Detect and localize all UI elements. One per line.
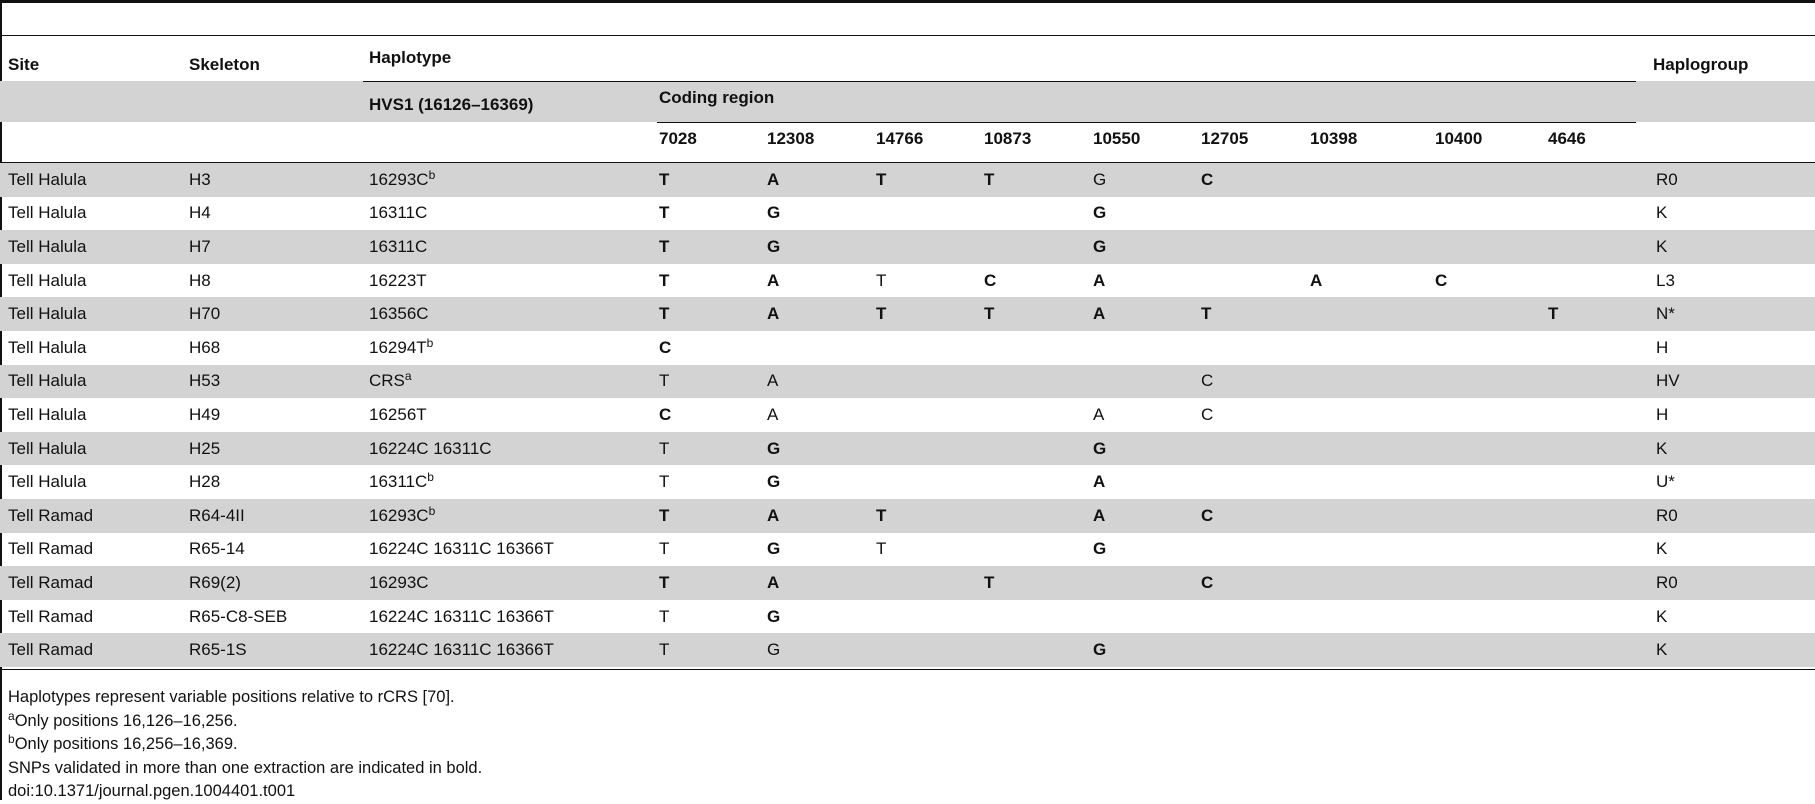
cell-snp: A xyxy=(767,163,876,197)
cell-site: Tell Halula xyxy=(8,404,87,424)
cell-snp xyxy=(984,365,1093,399)
cell-snp xyxy=(1093,331,1201,365)
cell-skeleton: H3 xyxy=(189,163,369,197)
cell-snp: T xyxy=(659,472,670,492)
cell-snp: G xyxy=(767,472,781,492)
cell-site: Tell Ramad xyxy=(0,633,189,667)
table-row xyxy=(0,633,1815,667)
cell-site: Tell Ramad xyxy=(0,499,189,533)
hvs1-value: 16293C xyxy=(369,572,429,592)
cell-snp xyxy=(1201,432,1310,466)
cell-site: Tell Halula xyxy=(8,270,87,290)
cell-snp: A xyxy=(1310,270,1323,290)
cell-snp xyxy=(1310,499,1435,533)
cell-hvs1 xyxy=(369,566,659,600)
cell-snp xyxy=(1548,365,1656,399)
cell-haplogroup: R0 xyxy=(1656,163,1815,197)
cell-snp: G xyxy=(1093,163,1201,197)
cell-hvs1 xyxy=(369,432,659,466)
cell-snp: A xyxy=(767,270,780,290)
header-position: 10873 xyxy=(984,129,1032,148)
cell-skeleton: H7 xyxy=(189,230,369,264)
cell-snp xyxy=(1201,533,1310,567)
cell-snp: T xyxy=(659,365,767,399)
header-position: 7028 xyxy=(659,129,697,148)
header-position: 10400 xyxy=(1435,129,1483,148)
hvs1-value: 16311C xyxy=(369,472,428,492)
footnote-a xyxy=(8,710,482,734)
cell-snp xyxy=(876,465,984,499)
header-position: 12308 xyxy=(767,129,815,148)
cell-snp: C xyxy=(1201,365,1310,399)
table-header-top-rule xyxy=(0,35,1815,36)
cell-site: Tell Ramad xyxy=(8,539,94,559)
hvs1-value: 16294T xyxy=(369,337,427,357)
cell-site: Tell Halula xyxy=(0,365,189,399)
cell-snp xyxy=(1548,432,1656,466)
cell-snp: T xyxy=(659,499,767,533)
cell-snp xyxy=(1093,600,1201,634)
cell-snp xyxy=(1310,163,1435,197)
cell-skeleton: R65-C8-SEB xyxy=(189,606,288,626)
cell-snp xyxy=(984,331,1093,365)
coding-region-span-rule xyxy=(657,122,1636,123)
haplotype-span-rule xyxy=(363,81,1636,82)
cell-snp xyxy=(1548,331,1656,365)
cell-snp xyxy=(1435,163,1548,197)
footnote-b xyxy=(8,733,482,757)
cell-skeleton: R65-14 xyxy=(189,539,245,559)
cell-snp: T xyxy=(1548,297,1656,331)
header-position: 14766 xyxy=(876,129,924,148)
cell-site: Tell Halula xyxy=(8,472,87,492)
cell-snp xyxy=(984,600,1093,634)
footnote-marker: b xyxy=(427,470,434,485)
table-row xyxy=(0,499,1815,533)
cell-hvs1 xyxy=(369,398,659,432)
cell-snp: T xyxy=(659,606,670,626)
table-footnotes xyxy=(8,686,482,804)
cell-snp xyxy=(1310,365,1435,399)
cell-snp: A xyxy=(767,499,876,533)
cell-snp xyxy=(1093,365,1201,399)
cell-haplogroup: R0 xyxy=(1656,566,1815,600)
cell-snp xyxy=(1310,465,1435,499)
footnote-a-text: Only positions 16,126–16,256. xyxy=(14,711,238,730)
cell-haplogroup: K xyxy=(1656,606,1668,626)
cell-snp: T xyxy=(659,163,767,197)
cell-snp xyxy=(1201,465,1310,499)
cell-snp xyxy=(984,633,1093,667)
cell-snp xyxy=(1310,566,1435,600)
hvs1-value: 16224C 16311C xyxy=(369,438,492,458)
cell-hvs1 xyxy=(369,163,659,197)
cell-snp: C xyxy=(1201,404,1214,424)
cell-snp: G xyxy=(767,539,781,559)
cell-snp: C xyxy=(1201,163,1310,197)
cell-snp xyxy=(876,230,984,264)
cell-snp: T xyxy=(659,230,767,264)
cell-haplogroup: K xyxy=(1656,633,1815,667)
cell-snp: A xyxy=(767,566,876,600)
table-row xyxy=(0,566,1815,600)
cell-snp xyxy=(876,633,984,667)
table-row xyxy=(0,331,1815,365)
cell-snp xyxy=(1435,432,1548,466)
hvs1-value: 16311C xyxy=(369,203,428,223)
cell-skeleton: H8 xyxy=(189,270,211,290)
hvs1-value: 16356C xyxy=(369,304,429,324)
cell-snp: A xyxy=(1093,270,1106,290)
cell-snp: G xyxy=(1093,539,1107,559)
cell-hvs1 xyxy=(369,533,659,567)
header-position: 10550 xyxy=(1093,129,1141,148)
cell-skeleton: H49 xyxy=(189,404,221,424)
header-skeleton: Skeleton xyxy=(189,55,260,74)
hvs1-value: 16311C xyxy=(369,236,428,256)
header-shaded-band xyxy=(0,81,1815,122)
cell-snp: T xyxy=(876,270,887,290)
cell-snp: T xyxy=(659,539,670,559)
cell-snp xyxy=(767,331,876,365)
cell-snp xyxy=(876,432,984,466)
cell-hvs1 xyxy=(369,365,659,399)
cell-snp: T xyxy=(984,163,1093,197)
cell-snp xyxy=(984,197,1093,231)
cell-skeleton: H28 xyxy=(189,472,221,492)
hvs1-value: 16223T xyxy=(369,270,427,290)
cell-snp: C xyxy=(984,270,997,290)
cell-snp xyxy=(984,230,1093,264)
cell-snp xyxy=(984,465,1093,499)
header-haplotype: Haplotype xyxy=(369,48,452,67)
cell-snp xyxy=(1548,264,1656,298)
cell-snp xyxy=(876,600,984,634)
cell-snp xyxy=(1310,600,1435,634)
cell-snp: G xyxy=(767,633,876,667)
cell-snp: A xyxy=(1093,472,1106,492)
cell-haplogroup: K xyxy=(1656,539,1668,559)
cell-snp: T xyxy=(876,163,984,197)
cell-snp xyxy=(1310,533,1435,567)
cell-hvs1 xyxy=(369,465,659,499)
hvs1-value: 16293C xyxy=(369,505,429,525)
cell-haplogroup: N* xyxy=(1656,297,1815,331)
cell-snp: G xyxy=(1093,633,1201,667)
footnote-b-text: Only positions 16,256–16,369. xyxy=(14,735,238,753)
cell-snp xyxy=(1435,230,1548,264)
hvs1-value: 16224C 16311C 16366T xyxy=(369,640,554,660)
cell-snp: C xyxy=(659,404,672,424)
cell-haplogroup: U* xyxy=(1656,472,1675,492)
cell-snp xyxy=(1201,331,1310,365)
cell-snp xyxy=(1201,264,1310,298)
cell-snp xyxy=(1435,297,1548,331)
table-row xyxy=(0,465,1815,499)
cell-snp: T xyxy=(984,297,1093,331)
cell-hvs1 xyxy=(369,264,659,298)
cell-snp: G xyxy=(767,203,781,223)
header-hvs1: HVS1 (16126–16369) xyxy=(369,95,534,114)
table-row xyxy=(0,197,1815,231)
table-row xyxy=(0,600,1815,634)
cell-snp xyxy=(984,432,1093,466)
cell-haplogroup: K xyxy=(1656,432,1815,466)
cell-site: Tell Halula xyxy=(0,230,189,264)
cell-snp xyxy=(1548,398,1656,432)
cell-site: Tell Ramad xyxy=(0,566,189,600)
cell-snp xyxy=(1548,566,1656,600)
cell-snp xyxy=(876,398,984,432)
cell-site: Tell Halula xyxy=(8,337,87,357)
cell-snp xyxy=(1548,633,1656,667)
cell-hvs1 xyxy=(369,331,659,365)
table-top-rule xyxy=(0,0,1815,3)
header-site: Site xyxy=(8,55,40,74)
cell-snp: A xyxy=(767,297,876,331)
cell-snp: A xyxy=(1093,499,1201,533)
cell-snp xyxy=(1548,533,1656,567)
cell-hvs1 xyxy=(369,230,659,264)
cell-snp: G xyxy=(1093,203,1107,223)
cell-site: Tell Halula xyxy=(0,297,189,331)
cell-snp: T xyxy=(659,432,767,466)
cell-hvs1 xyxy=(369,633,659,667)
cell-snp xyxy=(1310,432,1435,466)
hvs1-value: 16293C xyxy=(369,169,429,189)
hvs1-value: CRS xyxy=(369,371,405,391)
cell-hvs1 xyxy=(369,499,659,533)
footnote-marker: b xyxy=(428,167,436,182)
footnote-marker: b xyxy=(428,503,436,518)
cell-snp xyxy=(984,533,1093,567)
footnote-marker: a xyxy=(404,369,412,384)
cell-snp xyxy=(1548,197,1656,231)
table-row xyxy=(0,297,1815,331)
cell-snp xyxy=(1435,365,1548,399)
cell-snp xyxy=(1548,163,1656,197)
cell-hvs1 xyxy=(369,197,659,231)
cell-snp xyxy=(1201,633,1310,667)
hvs1-value: 16224C 16311C 16366T xyxy=(369,606,554,626)
cell-snp: G xyxy=(767,606,781,626)
header-coding-region: Coding region xyxy=(659,88,775,107)
cell-hvs1 xyxy=(369,600,659,634)
cell-snp xyxy=(1435,331,1548,365)
cell-haplogroup: L3 xyxy=(1656,270,1675,290)
cell-snp xyxy=(1548,465,1656,499)
cell-snp xyxy=(1548,230,1656,264)
footnote-b-marker: b xyxy=(8,732,15,746)
hvs1-value: 16256T xyxy=(369,404,427,424)
cell-site: Tell Halula xyxy=(8,203,87,223)
cell-snp: G xyxy=(1093,230,1201,264)
cell-snp: T xyxy=(1201,297,1310,331)
table-row xyxy=(0,432,1815,466)
header-position: 12705 xyxy=(1201,129,1249,148)
table-bottom-rule xyxy=(0,669,1815,670)
cell-snp: A xyxy=(1093,404,1105,424)
header-position: 4646 xyxy=(1548,129,1586,148)
cell-skeleton: R64-4II xyxy=(189,499,369,533)
cell-snp: T xyxy=(659,270,670,290)
footnote-rcrs: Haplotypes represent variable positions relative to rCRS [70]. xyxy=(8,688,455,706)
cell-snp xyxy=(1201,197,1310,231)
cell-snp: C xyxy=(1201,566,1310,600)
cell-skeleton: H68 xyxy=(189,337,221,357)
cell-snp: A xyxy=(1093,297,1201,331)
cell-skeleton: H70 xyxy=(189,297,369,331)
cell-snp: T xyxy=(659,633,767,667)
cell-snp xyxy=(1548,600,1656,634)
cell-snp xyxy=(876,566,984,600)
cell-snp xyxy=(1310,633,1435,667)
footnote-marker: b xyxy=(426,335,434,350)
table-row xyxy=(0,230,1815,264)
cell-snp xyxy=(1310,331,1435,365)
header-position: 10398 xyxy=(1310,129,1358,148)
cell-skeleton: R69(2) xyxy=(189,566,369,600)
cell-haplogroup: HV xyxy=(1656,365,1815,399)
cell-snp xyxy=(1435,533,1548,567)
haplotype-table xyxy=(0,163,1815,667)
cell-snp: T xyxy=(876,539,887,559)
cell-snp xyxy=(1435,566,1548,600)
cell-haplogroup: K xyxy=(1656,230,1815,264)
cell-snp xyxy=(1435,465,1548,499)
cell-snp: G xyxy=(767,230,876,264)
cell-snp: A xyxy=(767,365,876,399)
cell-snp: T xyxy=(659,566,767,600)
cell-snp: C xyxy=(1201,499,1310,533)
cell-snp: G xyxy=(1093,432,1201,466)
cell-snp: T xyxy=(876,499,984,533)
cell-haplogroup: H xyxy=(1656,337,1669,357)
cell-snp xyxy=(876,197,984,231)
cell-snp xyxy=(1435,398,1548,432)
table-row xyxy=(0,533,1815,567)
cell-snp xyxy=(1093,566,1201,600)
cell-snp xyxy=(1435,600,1548,634)
cell-skeleton: H4 xyxy=(189,203,211,223)
cell-site: Tell Halula xyxy=(0,432,189,466)
cell-snp: T xyxy=(659,203,670,223)
cell-snp xyxy=(1548,499,1656,533)
cell-snp xyxy=(984,398,1093,432)
cell-snp: C xyxy=(659,337,672,357)
cell-snp xyxy=(1310,230,1435,264)
cell-snp: C xyxy=(1435,270,1448,290)
cell-snp xyxy=(876,331,984,365)
cell-site: Tell Halula xyxy=(0,163,189,197)
cell-snp xyxy=(876,365,984,399)
cell-snp xyxy=(1435,197,1548,231)
cell-snp xyxy=(1201,230,1310,264)
cell-snp: T xyxy=(984,566,1093,600)
header-haplogroup: Haplogroup xyxy=(1653,55,1749,74)
cell-snp xyxy=(1310,197,1435,231)
cell-skeleton: R65-1S xyxy=(189,633,369,667)
footnote-a-marker: a xyxy=(8,708,15,723)
cell-hvs1 xyxy=(369,297,659,331)
cell-snp xyxy=(1435,499,1548,533)
table-row xyxy=(0,365,1815,399)
cell-skeleton: H53 xyxy=(189,365,369,399)
cell-snp xyxy=(1310,398,1435,432)
cell-snp: T xyxy=(876,297,984,331)
cell-snp xyxy=(1310,297,1435,331)
cell-haplogroup: H xyxy=(1656,404,1669,424)
cell-skeleton: H25 xyxy=(189,432,369,466)
cell-snp: A xyxy=(767,404,779,424)
cell-snp: G xyxy=(767,432,876,466)
table-row xyxy=(0,264,1815,298)
cell-snp xyxy=(984,499,1093,533)
table-row xyxy=(0,398,1815,432)
hvs1-value: 16224C 16311C 16366T xyxy=(369,539,554,559)
cell-site: Tell Ramad xyxy=(8,606,94,626)
cell-haplogroup: R0 xyxy=(1656,499,1815,533)
footnote-bold: SNPs validated in more than one extraction are indicated in bold. xyxy=(8,758,483,777)
cell-snp: T xyxy=(659,297,767,331)
footnote-doi: doi:10.1371/journal.pgen.1004401.t001 xyxy=(8,782,296,800)
cell-snp xyxy=(1201,600,1310,634)
cell-haplogroup: K xyxy=(1656,203,1668,223)
cell-snp xyxy=(1435,633,1548,667)
table-row xyxy=(0,163,1815,197)
